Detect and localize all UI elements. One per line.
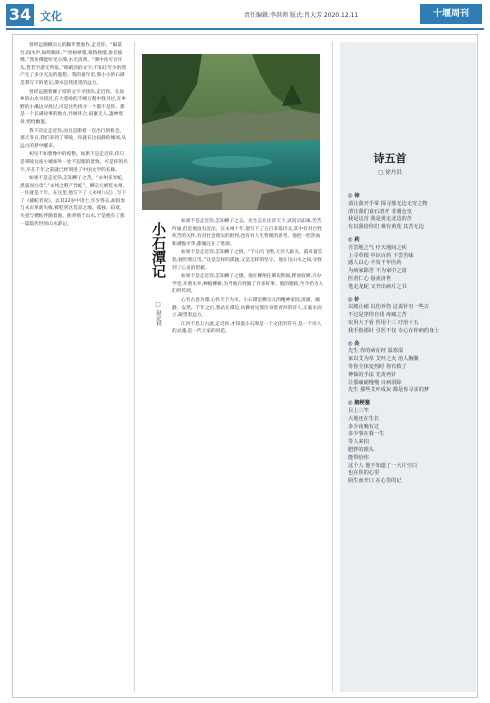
poem-line: 等人来拍 [348,439,369,446]
poem-line: 这个人 他不知道了一大片空白 [348,462,418,469]
poem-section-heading: ◎ 脑梗塞 [348,400,370,407]
poem-line: 感人以心 不负千年医药 [348,260,402,267]
poem-line: 陌生而开口 在心里的记 [348,478,402,485]
poem-line: 大地还在生长 [348,415,380,422]
paragraph: 如果不是走近你,怎知柳子之情。“千山鸟飞绝,万径人踪灭。孤舟蓑笠翁,独钓寒江雪。”这是怎样的孤独,又是怎样的坚守。他在这山水之间,寻找到了心灵的慰藉。 [172,250,323,271]
poem-line: 目上三竿 [348,407,369,414]
landscape-photo [142,54,320,210]
paragraph: 如果不是走近你,怎知柳子之志。先生志在匡济天下,试问宗庙谏,苦苦吟诵,但是他没有沉沦。在永州十年,他写下了五百多篇诗文,其中有对百姓疾苦的关怀,有对社会现实的批判,也有对人生哲理的思考。他把一腔热血和满腹才华,都倾注在了笔端。 [172,219,322,247]
poem-section-heading: ◎ 徐 [348,193,360,199]
poem-line: 笔走龙蛇 又开出病片之书 [348,283,407,290]
paragraph: 初见不如想像中的惊艳。如果不是走近你,你只是零陵这座小城郊外一处不起眼的景致。可是你的名字,早在千年之前就已经刻进了中国文学的长廊。 [20,152,128,173]
paragraph: 如果不是走近你,怎知柳子之苦。“永州多异蛇,黑质而白章”,“永州之野产异蛇”。柳宗元被贬永州,一住就是十年。在这里,他写下了《永州八记》,写下了《捕蛇者说》。以其22岁中进士,年少得志,却因参与永贞革新失败,被贬到这荒凉之地。孤独、寂寞、失意与惆怅伴随着他。他寄情于山水,于是便有了那一篇篇传世的山水游记。 [20,176,127,227]
poem-section-heading: ◎ 药 [348,236,360,243]
poem-line: 先生 你的病在经 温寒湿 [348,348,404,355]
poem-line: 医者仁心 悬壶济世 [348,275,392,282]
page-number: 34 [6,4,34,26]
poem-title: 诗五首 [373,152,407,165]
article-title: 小石潭记 [150,222,166,278]
section-title: 文化 [40,10,62,23]
poem-line: 上寻草根 中识百药 下尝苦味 [348,252,414,259]
page-header [0,0,490,30]
poem-line: 我手指那针 引医不仅 专心在你病的身上 [348,327,440,334]
article-author: □ 赵定权 [155,302,161,327]
poem-section-heading: ◎ 灸 [348,340,360,347]
poem-body [348,188,472,486]
poem-line: 吾尝地之气 疗天地间之疾 [348,244,407,251]
paragraph: 曾经远随着柳子厚的文字寻找你,走近你。在故乡的山水寻找过,在大巷岭的千峰万壑中找寻过,在乡野的小溪边寻找过,可是这些找寻一个都不是你。那是一个长满故事的地方,竹树环合,寂寥无人,凄神寒骨,悄怆幽邃。 [20,89,127,125]
article-column-1 [20,42,128,229]
poem-line: 多少夜晚有过 [348,423,380,430]
column-divider [134,42,135,692]
poem-line: 能带给你 [348,454,369,461]
poem-line: 为病家除苦 不为家中之富 [348,268,407,275]
poem-section-heading: ◎ 针 [348,296,360,303]
poem-line: 有以我给你们 难有黄莲 其苦无边 [348,224,424,231]
poem-line: 神仙的手法 先灸再针 [348,371,397,378]
brand-logo: 十堰周刊 [420,4,482,24]
poem-line: 实用大于看 医用十三 疗治十五 [348,319,419,326]
poem-line: 也在你的心里 [348,470,380,477]
editor-credits: 责任编辑:李洪领 版式:肖大芳 2020.12.11 [244,12,359,19]
poem-line: 请让我开手掌 探寻那无边无穷之物 [348,200,428,207]
poem-line: 先生 那些艾叶成灰 都是你寻求的梦 [348,387,430,394]
poem-line: 肥胖的眼头 [348,446,374,453]
article-column-2 [172,218,324,337]
poem-line: 多少事在我一生 [348,431,385,438]
poem-line: 等你全体变热时 你有救了 [348,363,407,370]
header-rule [6,28,484,30]
paragraph: 江河不息万古流,走近你,才知道小石潭是一个文化的符号,是一个诗人的灵魂,是一代大家的风范。 [172,321,322,335]
poem-author: □ 徐丹洪 [378,170,402,176]
column-divider [332,42,333,692]
paragraph: 曾经远随柳宗元的脚步想象作,走近你。“隔篁竹,闻水声,如鸣佩环。”“青树翠蔓,蒙络摇缀,参差披拂。”我仿佛能听见小潭,水尤清冽。“潭中鱼可百许头,皆若空游无所依。”那峭劲的文字,不知让年少的我产生了多少无边的遐想。我的童年里,那小小的石潭是我写下的笔记,潭水是我遥望的远方。 [20,43,127,86]
paragraph: 心有古意为潭,心怀天下为水。小石潭是柳宗元的精神家园,清澈、幽静、安然。千年之后,我站在潭边,仿佛看见那位身着青衫的诗人,正临水而立,凝望着远方。 [172,297,322,319]
paragraph: 如果不是走近你,怎知柳子之德。他在柳州任刺史期间,释放奴婢,兴办学堂,开凿水井,种植柳树,为当地百姓做了许多好事。他的德政,至今仍为人们所传颂。 [172,274,324,295]
poem-line: 以细止痛 以伤养伤 这说针有一些古 [348,304,430,311]
poem-line: 清让我们食石清开 非遇仓皇 [348,208,412,215]
poem-line: 家以艾为草 艾叶之火 治人胸腹 [348,356,419,363]
photo-illustration [142,54,320,210]
paragraph: 我不决定走近你,而且是跟着一次出行的机会。那天冬日,我们来到了零陵。你就在这寂静的城郊,从远古的梦中醒来。 [20,128,127,149]
poem-line: 让那痛痛慢慢 百病消除 [348,379,402,386]
poem-line: 我是这首 我是黄走北边的苦 [348,216,412,223]
poem-line: 不过是穿你自找 疼痛之苦 [348,312,407,319]
